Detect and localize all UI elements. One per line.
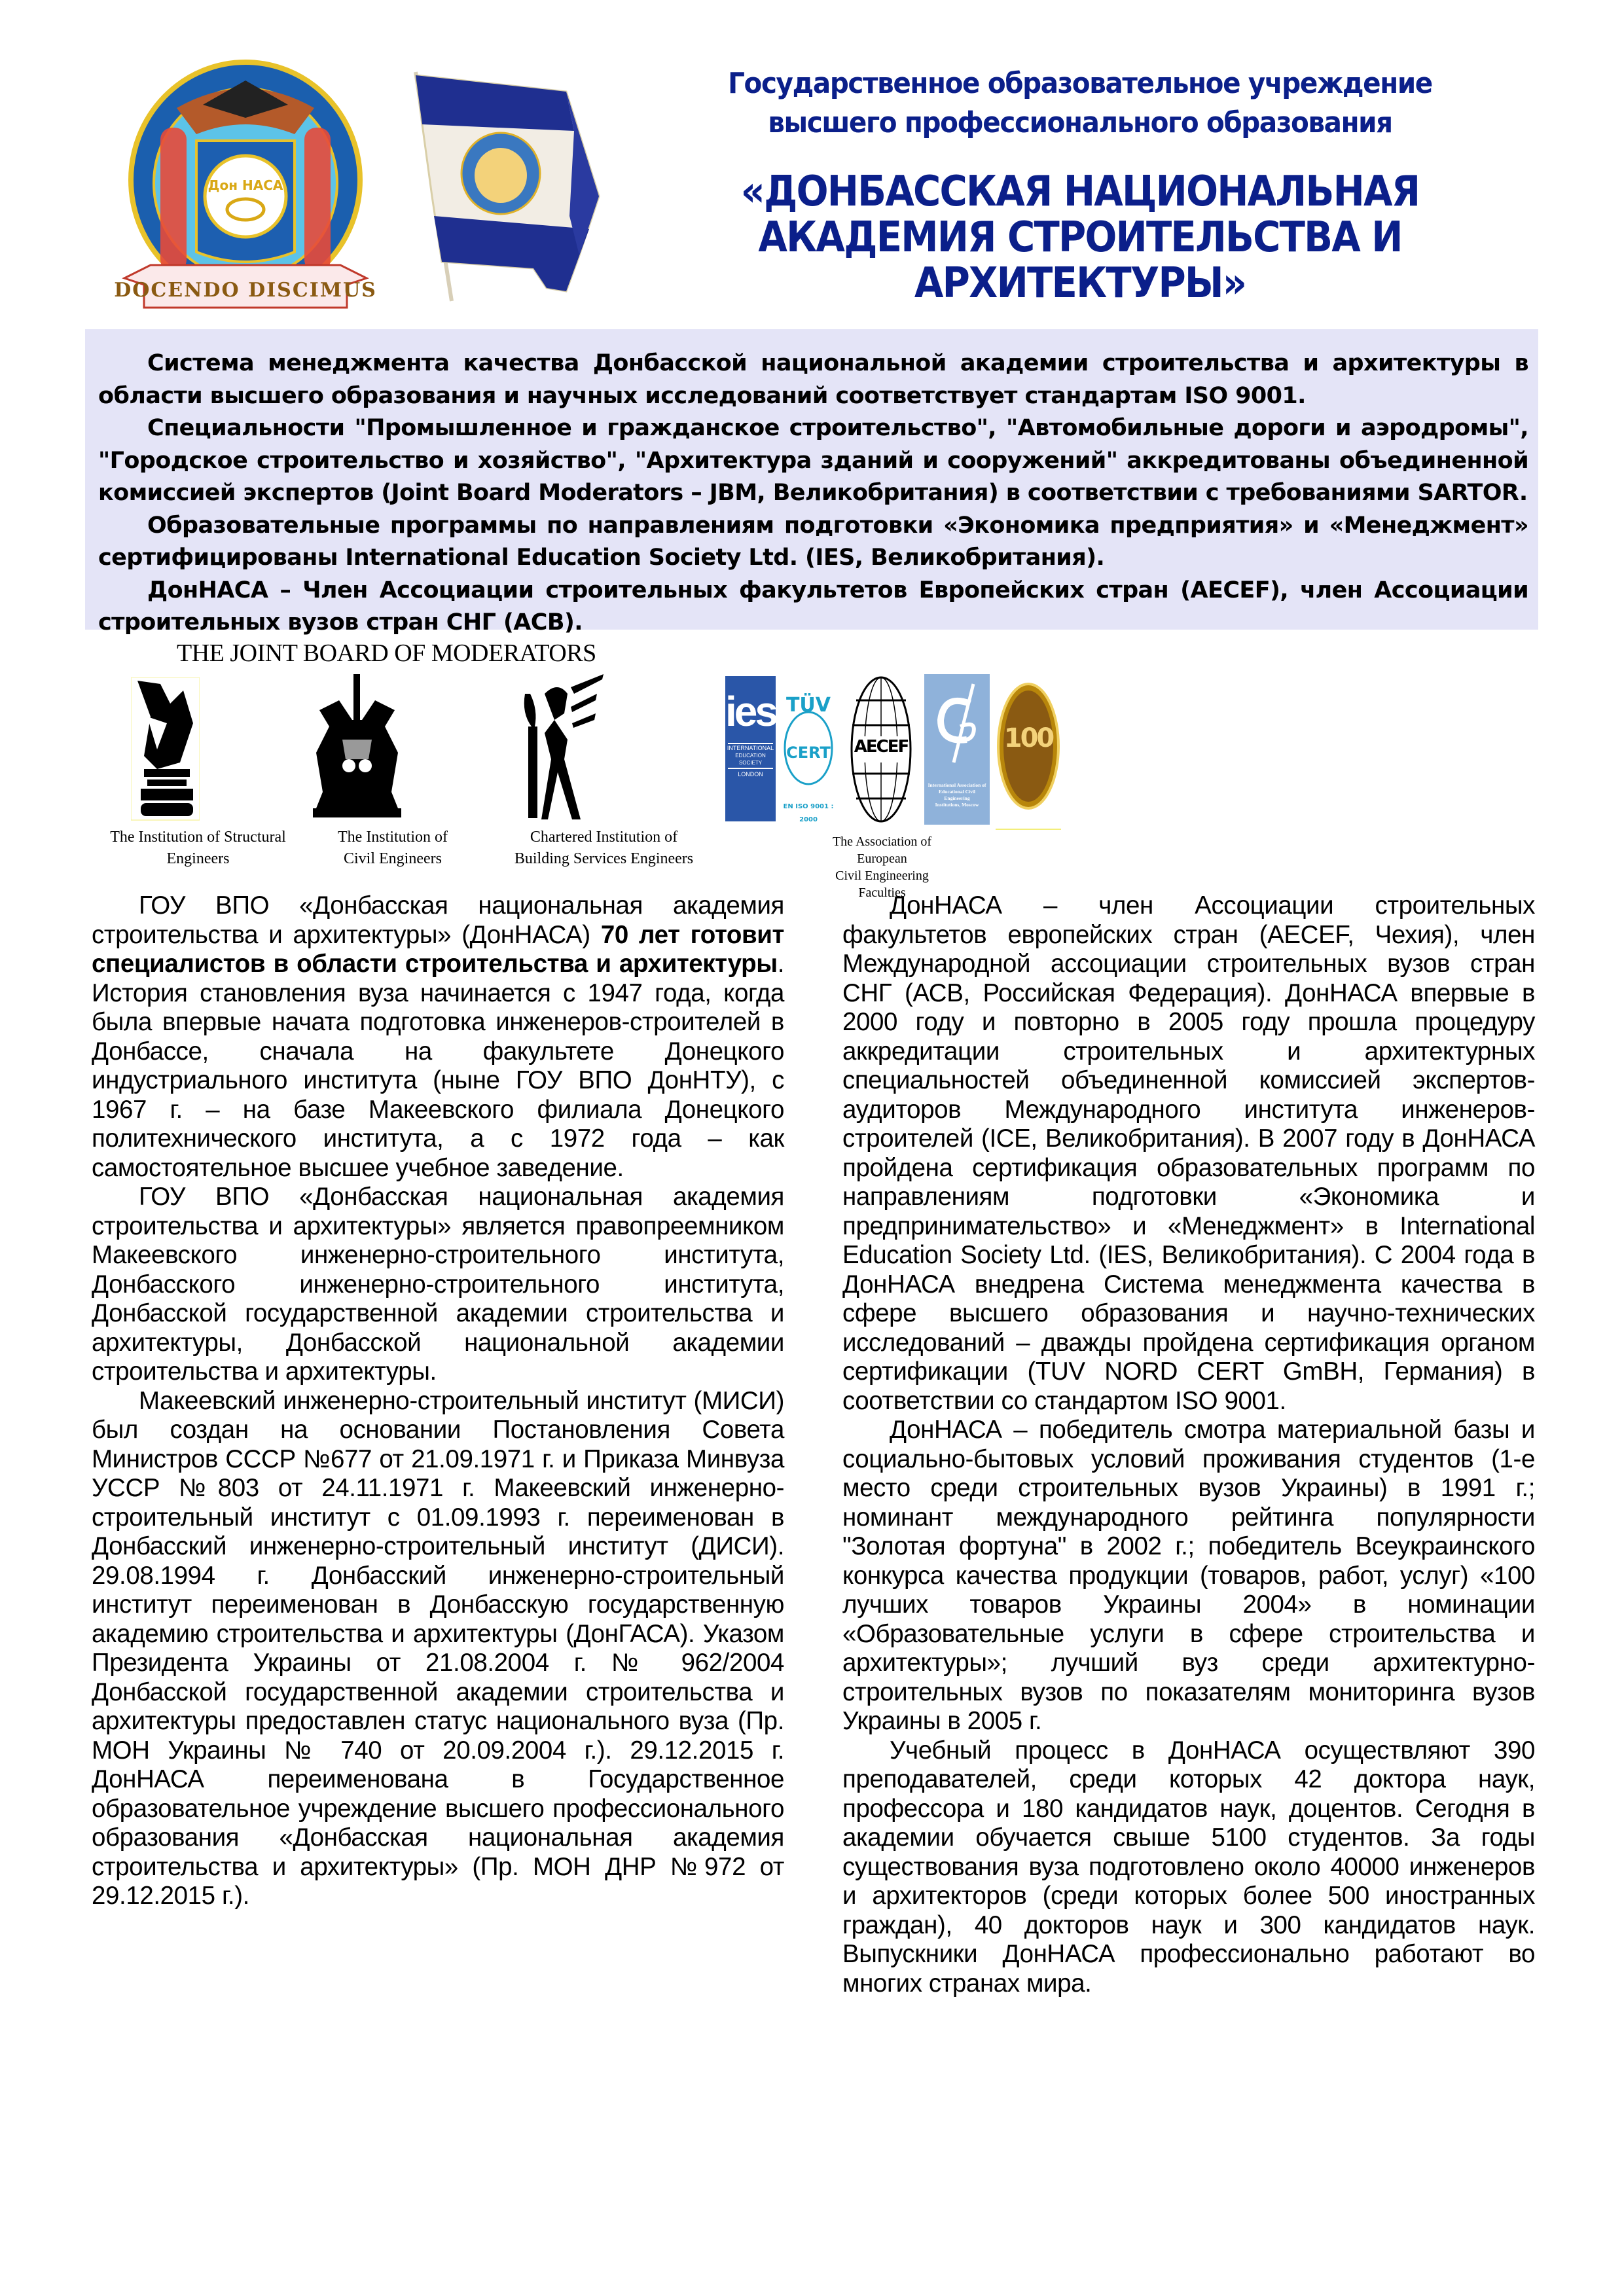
institution-type-heading [683, 64, 1477, 143]
subtitle-line-1: Государственное образовательное учреждение [728, 67, 1432, 100]
tuv-iso-text: EN ISO 9001 : 2000 [783, 803, 834, 823]
caption-line: Civil Engineering Faculties [835, 869, 929, 900]
istructe-caption [85, 827, 311, 870]
joint-board-heading: THE JOINT BOARD OF MODERATORS [177, 639, 596, 667]
cibse-caption [478, 827, 730, 870]
caption-line: The Institution of [338, 829, 448, 846]
academy-flag-image [403, 65, 625, 308]
title-line-1: «ДОНБАССКАЯ НАЦИОНАЛЬНАЯ [740, 168, 1420, 216]
asv-logo-text: International Association of [928, 782, 986, 788]
academy-name-title [691, 169, 1469, 306]
awards-paragraph: ДонНАСА – победитель смотра материальной базы и социально-бытовых условий проживания студентов (1-е место среди строительных вузов Украины) в 1991 г.; номинант международного рейтинга популярности "Золотая фортуна" в 2002 г.; победитель Всеукраинского конкурса качества продукции (товаров, работ, услуг) «100 лучших товаров Украины 2004» в номинации «Образовательные услуги в сфере строительства и архитектуры»; лучший вуз среди архитектурно-строительных вузов по показателям мониторинга вузов Украины в 2005 г. [842, 1416, 1535, 1735]
right-text-column [842, 891, 1535, 1998]
tuv-cert-logo [779, 676, 838, 821]
accreditation-summary-box [85, 329, 1538, 636]
subtitle-line-2: высшего профессионального образования [768, 106, 1392, 139]
aecef-mark: AECEF [854, 737, 909, 757]
aecef-logo [848, 674, 914, 825]
title-line-3: АРХИТЕКТУРЫ» [914, 259, 1246, 308]
ies-logo-text: LONDON [738, 771, 763, 778]
succession-paragraph: ГОУ ВПО «Донбасская национальная академия строительства и архитектуры» является правопреемником Макеевского инженерно-строительного института, Донбасского инженерно-строительного института, Донбасской государственной академии строительства и архитектуры, Донбасской национальной академии строительства и архитектуры. [92, 1183, 784, 1386]
title-line-2: АКАДЕМИЯ СТРОИТЕЛЬСТВА И [758, 213, 1402, 262]
istructe-logo [131, 677, 200, 821]
academy-crest-logo [98, 56, 396, 324]
caption-line: Chartered Institution of [530, 829, 678, 846]
ies-logo-text: EDUCATION SOCIETY [735, 753, 766, 766]
bold-highlight: 70 лет готовит специалистов в области строительства и архитектуры [92, 920, 785, 978]
summary-paragraph: Специальности "Промышленное и гражданское строительство", "Автомобильные дороги и аэродромы", "Городское строительство и хозяйство", "Архитектура зданий и сооружений" аккредитованы объединенной комиссией экспертов (Joint Board Moderators – JBM, Великобритания) в соответствии с требованиями SARTOR. [98, 415, 1528, 506]
ies-logo-text: INTERNATIONAL [727, 745, 774, 751]
caption-line: The Institution of Structural [110, 829, 286, 846]
chronology-paragraph: Макеевский инженерно-строительный институт (МИСИ) был создан на основании Постановления Совета Министров СССР №677 от 21.09.1971 г. и Приказа Минвуза УССР №803 от 24.11.1971 г. Макеевский инженерно-строительный институт с 01.09.1993 г. переименован в Донбасский инженерно-строительный институт (ДИСИ). 29.08.1994 г. Донбасский инженерно-строительный институт переименован в Донбасскую государственную академию строительства и архитектуры (ДонГАСА). Указом Президента Украины от 21.08.2004 г. № 962/2004 Донбасской государственной академии строительства и архитектуры предоставлен статус национального вуза (Пр. МОН Украины № 740 от 20.09.2004 г.). 29.12.2015 г. ДонНАСА переименована в Государственное образовательное учреждение высшего профессионального образования «Донбасская национальная академия строительства и архитектуры» (Пр. МОН ДНР №972 от 29.12.2015 г.). [92, 1386, 784, 1910]
left-text-column [92, 891, 784, 1911]
tuv-cert-text: CERT [786, 744, 831, 762]
asv-logo-text: Institutions, Moscow [935, 802, 979, 808]
summary-paragraph: Система менеджмента качества Донбасской национальной академии строительства и архитектуры в области высшего образования и научных исследований соответствует стандартам ISO 9001. [98, 350, 1528, 409]
asv-logo [924, 674, 990, 825]
ies-logo [725, 676, 776, 821]
text-run: ГОУ ВПО «Донбасская национальная академия строительства и архитектуры» (ДонНАСА) [92, 891, 784, 949]
text-run: . История становления вуза начинается с 1947 года, когда была впервые начата подготовка инженеров-строителей в Донбассе, сначала на факультете Донецкого индустриального института (ныне ГОУ ВПО ДонНТУ), с 1967 г. – на базе Макеевского филиала Донецкого политехнического института, а с 1972 года – как самостоятельное высшее учебное заведение. [92, 950, 784, 1182]
medal-mark: 100 [1003, 723, 1053, 753]
ice-logo [313, 674, 401, 821]
summary-paragraph: ДонНАСА – Член Ассоциации строительных факультетов Европейских стран (AECEF), член Ассоциации строительных вузов стран СНГ (АСВ). [98, 577, 1528, 636]
crest-motto: DOCENDO DISCIMUS [114, 279, 377, 302]
caption-line: Engineers [166, 850, 230, 867]
asv-logo-text: Educational Civil Engineering [938, 789, 976, 801]
caption-line: Building Services Engineers [514, 850, 694, 867]
cibse-logo [518, 674, 607, 823]
tuv-mark: TÜV [785, 694, 831, 717]
history-paragraph [92, 891, 784, 1183]
ice-caption [314, 827, 471, 870]
ies-logo-mark: ies [725, 688, 776, 735]
summary-paragraph: Образовательные программы по направлениям подготовки «Экономика предприятия» и «Менеджмент» сертифицированы International Education Society Ltd. (IES, Великобритания). [98, 512, 1528, 571]
statistics-paragraph: Учебный процесс в ДонНАСА осуществляют 390 преподавателей, среди которых 42 доктора наук, профессора и 180 кандидатов наук, доцентов. Сегодня в академии обучается свыше 5100 студентов. За годы существования вуза подготовлено около 40000 инженеров и архитекторов (среди которых более 500 иностранных граждан), 40 докторов наук и 300 кандидатов наук. Выпускники ДонНАСА профессионально работают во многих странах мира. [842, 1736, 1535, 1998]
best-100-medal-logo [996, 677, 1061, 834]
caption-line: Civil Engineers [344, 850, 442, 867]
caption-line: The Association of European [832, 834, 932, 866]
membership-paragraph: ДонНАСА – член Ассоциации строительных факультетов европейских стран (AECEF, Чехия), член Международной ассоциации строительных вузов стран СНГ (АСВ, Российская Федерация). ДонНАСА впервые в 2000 году и повторно в 2005 году прошла процедуру аккредитации строительных и архитектурных специальностей объединенной комиссией экспертов-аудиторов Международного института инженеров-строителей (ICE, Великобритания). В 2007 году в ДонНАСА пройдена сертификация образовательных программ по направлениям подготовки «Экономика и предпринимательство» и «Менеджмент» в International Education Society Ltd. (IES, Великобритания). С 2004 года в ДонНАСА внедрена Система менеджмента качества в сфере высшего образования и научно-технических исследований – дважды пройдена сертификация органом сертификации (TUV NORD CERT GmBH, Германия) в соответствии со стандартом ISO 9001. [842, 891, 1535, 1415]
crest-center-text: Дон НАСА [208, 177, 283, 193]
